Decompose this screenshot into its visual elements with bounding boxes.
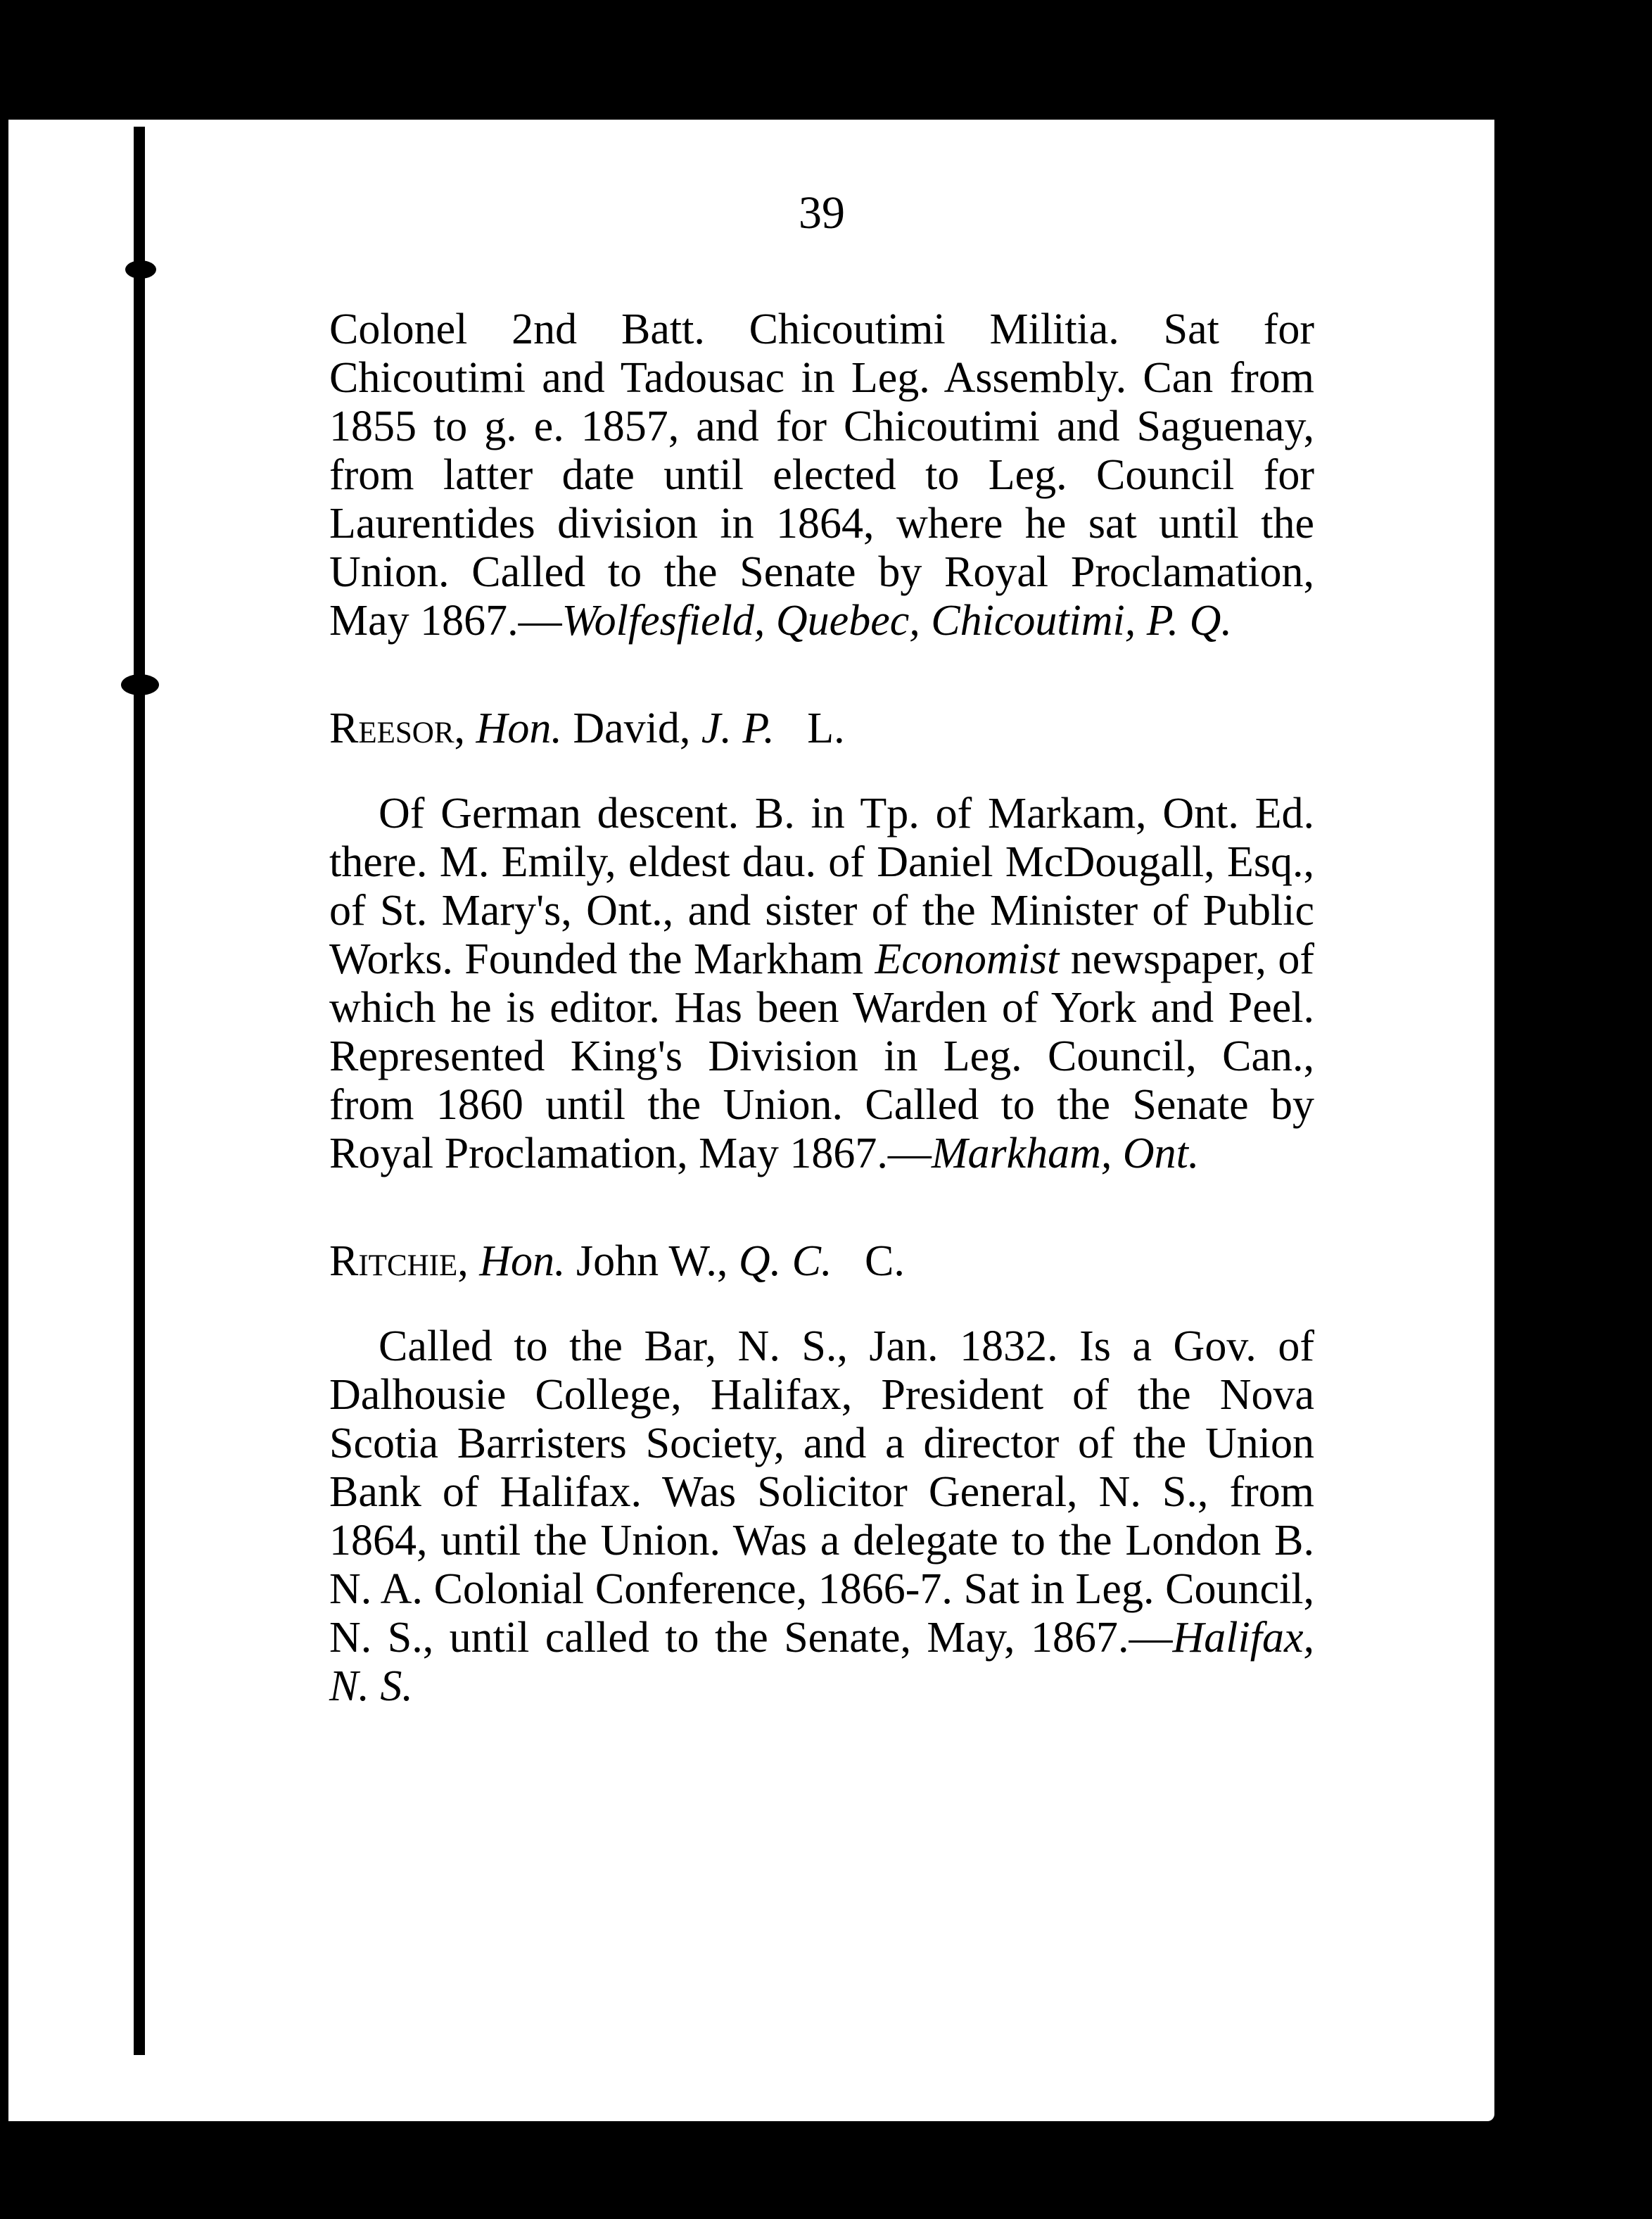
entry-title: Q. C. bbox=[738, 1237, 832, 1285]
entry-heading-ritchie bbox=[329, 1237, 1314, 1286]
newspaper-name: Economist bbox=[875, 935, 1060, 983]
entry-honorific: Hon. bbox=[476, 704, 562, 752]
entry-address: Markham, Ont. bbox=[931, 1130, 1200, 1177]
entry-surname: Reesor, bbox=[329, 704, 466, 752]
entry-body-text: Called to the Bar, N. S., Jan. 1832. Is a Gov. of Dalhousie College, Halifax, President of the Nova Scotia Barristers Society, and a director of the Union Bank of Halifax. Was Solicitor General, N. S., from 1864, until the Union. Was a delegate to the London B. N. A. Colonial Conference, 1866-7. Sat in Leg. Council, N. S., until called to the Senate, May, 1867.— bbox=[329, 1322, 1314, 1662]
entry-address: Wolfesfield, Quebec, Chicoutimi, P. Q. bbox=[561, 597, 1232, 645]
entry-name: John W., bbox=[576, 1237, 728, 1285]
entry-division: L. bbox=[807, 704, 845, 752]
page-text bbox=[329, 187, 1314, 1711]
entry-address: Halifax, N. S. bbox=[329, 1614, 1314, 1710]
entry-heading-reesor bbox=[329, 704, 1314, 753]
binding-mark-icon bbox=[121, 674, 159, 695]
binding-mark-icon bbox=[125, 260, 156, 279]
page-number: 39 bbox=[799, 187, 845, 239]
entry-body-text: Colonel 2nd Batt. Chicoutimi Militia. Sat for Chicoutimi and Tadousac in Leg. Assembly. Can from 1855 to g. e. 1857, and for Chicoutimi and Saguenay, from latter date until elected to Leg. Council for Laurentides division in 1864, where he sat until the Union. Called to the Senate by Royal Proclamation, May 1867.— bbox=[329, 305, 1314, 645]
entry-division: C. bbox=[865, 1237, 905, 1285]
entry-title: J. P. bbox=[701, 704, 775, 752]
entry-continuation bbox=[329, 305, 1314, 645]
entry-surname: Ritchie, bbox=[329, 1237, 469, 1285]
entry-name: David, bbox=[573, 704, 691, 752]
entry-body-text: Of German descent. B. in Tp. of Markam, Ont. Ed. there. M. Emily, eldest dau. of Daniel McDougall, Esq., of St. Mary's, Ont., and sister of the Minister of Public Works. Founded the Markham bbox=[329, 790, 1314, 983]
entry-honorific: Hon. bbox=[479, 1237, 566, 1285]
entry-body-text: newspaper, of which he is editor. Has been Warden of York and Peel. Represented King's Division in Leg. Council, Can., from 1860 until the Union. Called to the Senate by Royal Proclamation, May 1867.— bbox=[329, 935, 1314, 1177]
entry-body-ritchie bbox=[329, 1322, 1314, 1711]
binding-edge-line bbox=[134, 127, 145, 2055]
entry-body-reesor bbox=[329, 790, 1314, 1178]
